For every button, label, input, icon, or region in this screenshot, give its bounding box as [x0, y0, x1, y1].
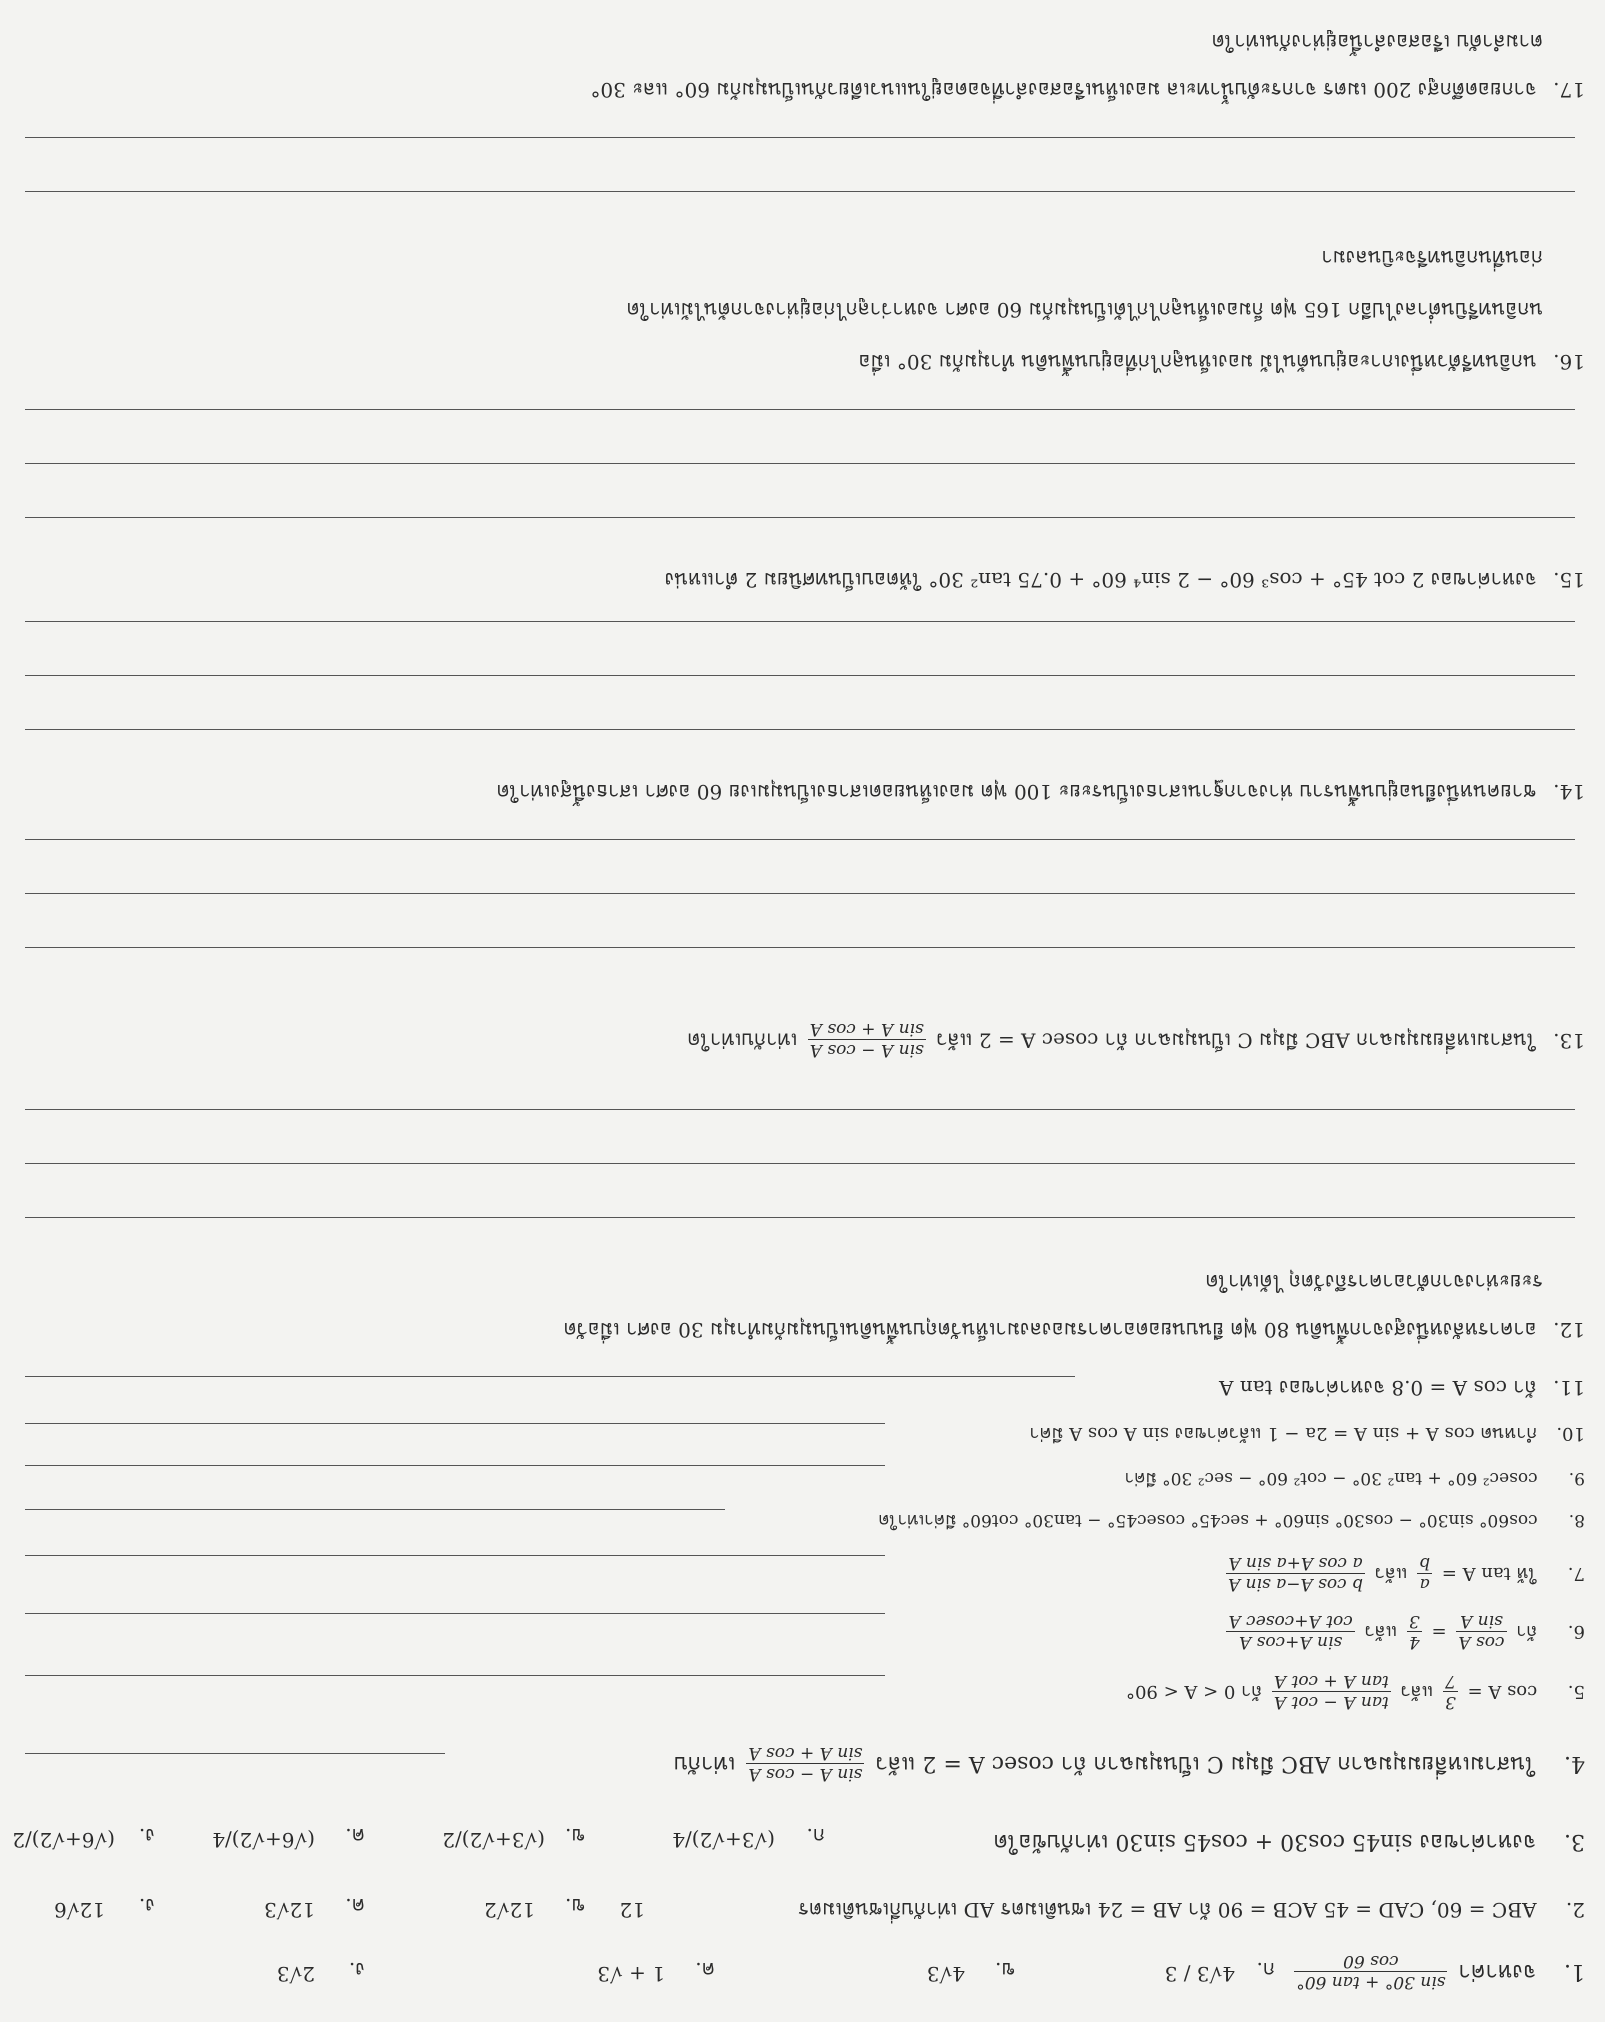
problem-number: 5. — [1567, 1681, 1585, 1703]
choice-label: ข. — [564, 1894, 585, 1918]
fraction: 4 3 — [1408, 1610, 1420, 1652]
problem-text-line1: อาคารหลังหนึ่งสูงจากพื้นดิน 80 ฟุต ยืนบนยอดอาคารมองลงมาเห็นวัตถุบนพื้นดินเป็นมุมก้มทำมุม 30 องศา เมื่อวัด — [563, 1318, 1537, 1342]
problem-17 — [590, 78, 1585, 102]
choice-value: 2√3 — [276, 1962, 315, 1986]
problem-5: 5. cos A = 3 7 แล้ว tan A − cot A tan A + cot A ถ้า 0 < A < 90° — [1126, 1670, 1585, 1712]
problem-text: ABC = 60, CAD = 45 ACB = 90 ถ้า AB = 24 เซนติเมตร AD เท่ากับกี่เซนติเมตร — [798, 1898, 1537, 1922]
answer-line — [25, 463, 1575, 464]
problem-3 — [993, 1828, 1585, 1854]
answer-line — [25, 517, 1575, 518]
answer-line — [25, 1217, 1575, 1218]
choice-label: ง. — [138, 1894, 155, 1918]
fraction: sin A+cos A cot A+cosec A — [1228, 1610, 1353, 1652]
problem-10 — [1029, 1422, 1585, 1444]
problem-text-line1: จากยอดตึกสูง 200 เมตร จากระดับน้ำทะเล มองเห็นเรือสองลำที่จอดอยู่ในแนวเดียวกันเป็นมุมก้ม 60° และ 30° — [590, 78, 1537, 102]
problem-number: 14. — [1553, 780, 1585, 804]
fraction: tan A − cot A tan A + cot A — [1273, 1670, 1389, 1712]
answer-line — [25, 621, 1575, 622]
fraction: b cos A−a sin A a cos A+a sin A — [1227, 1552, 1363, 1594]
problem-text: ถ้า cos A = 0.8 จงหาค่าของ tan A — [1219, 1376, 1537, 1400]
problem-text: จงหาค่าของ 2 cot 45° + cos³ 60° − 2 sin⁴ 60° + 0.75 tan² 30° ให้ตอบเป็นทศนิยม 2 ตำแหน่ง — [664, 568, 1537, 592]
problem-tail: เท่ากับ — [673, 1751, 736, 1777]
choice-value: 12 — [619, 1898, 645, 1922]
problem-number: 6. — [1567, 1621, 1585, 1643]
answer-line — [25, 839, 1575, 840]
problem-text: cos60° sin30° − cos30° sin60° + sec45° cosec45° − tan30° cot60° มีค่าเท่าใด — [878, 1510, 1538, 1530]
answer-line — [25, 675, 1575, 676]
answer-line — [25, 1423, 885, 1424]
fraction: cos A sin A — [1458, 1610, 1505, 1652]
problem-number: 11. — [1553, 1376, 1585, 1400]
choice-label: ง. — [348, 1958, 365, 1982]
problem-number: 13. — [1553, 1028, 1585, 1053]
answer-line — [25, 409, 1575, 410]
problem-text: จงหาค่าของ sin45 cos30 + cos45 sin30 เท่ากับข้อใด — [993, 1829, 1536, 1854]
problem-text: ในสามเหลี่ยมมุมฉาก ABC มีมุม C เป็นมุมฉาก ถ้า cosec A = 2 แล้ว — [875, 1751, 1536, 1777]
problem-text: จงหาค่า — [1458, 1959, 1536, 1985]
answer-line — [25, 1555, 885, 1556]
choice-label: ข. — [994, 1958, 1015, 1982]
problem-number: 10. — [1556, 1423, 1585, 1444]
fraction: sin A − cos A sin A + cos A — [809, 1018, 924, 1060]
problem-number: 16. — [1553, 350, 1585, 374]
fraction: a b — [1419, 1552, 1431, 1594]
choice-value: (√6+√2)/2 — [12, 1828, 115, 1852]
choice-label: ก. — [1256, 1958, 1275, 1982]
problem-15 — [665, 568, 1585, 592]
choice-value: 12√3 — [264, 1898, 315, 1922]
choice-value: (√6+√2)/4 — [212, 1828, 315, 1852]
problem-text-line1: ชายคนหนึ่งยืนอยู่บนพื้นราบ ห่างจากฐานเสาธงเป็นระยะ 100 ฟุต มองเห็นยอดเสาธงเป็นมุมเงย 60 องศา เสาธงนี้สูงเท่าใด — [496, 780, 1537, 804]
answer-line — [25, 1376, 1075, 1377]
answer-line — [25, 947, 1575, 948]
choice-value: 12√2 — [484, 1898, 535, 1922]
problem-11 — [1219, 1376, 1585, 1400]
choice-label: ค. — [345, 1824, 365, 1848]
answer-line — [25, 729, 1575, 730]
answer-line — [25, 1509, 725, 1510]
choice-value: 12√6 — [54, 1898, 105, 1922]
problem-7: 7. ให้ tan A = a b แล้ว b cos A−a sin A a cos A+a sin A — [1227, 1552, 1585, 1594]
fraction: sin 30° + tan 60° cos 60 — [1296, 1950, 1446, 1992]
choice-value: 4√3 — [926, 1962, 965, 1986]
answer-line — [25, 1753, 445, 1754]
problem-17-line2: ตามลำดับ เรือสองลำนี้อยู่ห่างกันเท่าใด — [1211, 30, 1543, 54]
problem-number: 9. — [1568, 1468, 1585, 1488]
problem-text: cosec² 60° + tan² 30° − cot² 60° − sec² 30° มีค่า — [1124, 1468, 1538, 1488]
problem-number: 8. — [1568, 1510, 1585, 1530]
problem-number: 7. — [1567, 1563, 1585, 1585]
answer-line — [25, 137, 1575, 138]
problem-number: 15. — [1553, 568, 1585, 592]
problem-16 — [859, 350, 1585, 374]
answer-line — [25, 1163, 1575, 1164]
answer-line — [25, 1613, 885, 1614]
problem-4 — [674, 1742, 1585, 1784]
problem-6: 6. ถ้า cos A sin A = 4 3 แล้ว sin A+cos A cot A+cosec A — [1228, 1610, 1585, 1652]
problem-16-line3: ก่อนที่นกอินทรีจะบินลงมา — [1321, 246, 1543, 270]
problem-16-line2: นกอินทรีบินต่ำลงไปอีก 165 ฟุต ก็มองเห็นลูกไก่ได้เป็นมุมก้ม 60 องศา จงหาว่าลูกไก่อยู่ห่างจากต้นไม้เท่าใด — [626, 298, 1543, 322]
choice-label: ค. — [695, 1958, 715, 1982]
problem-text-line1: นกอินทรีตัวหนึ่งเกาะอยู่บนต้นไม้ มองเห็นลูกไก่ที่อยู่บนพื้นดิน ทำมุมก้ม 30° เมื่อ — [858, 350, 1537, 374]
problem-13 — [687, 1018, 1585, 1060]
problem-number: 4. — [1564, 1751, 1585, 1777]
problem-12 — [564, 1318, 1585, 1342]
problem-12-line2: ระยะห่างจากตัวอาคารถึงวัตถุ ได้เท่าใด — [1205, 1270, 1543, 1294]
problem-8 — [878, 1510, 1585, 1530]
fraction: sin A − cos A sin A + cos A — [748, 1742, 863, 1784]
problem-number: 3. — [1564, 1829, 1585, 1854]
problem-number: 2. — [1565, 1898, 1585, 1922]
problem-14 — [496, 780, 1585, 804]
answer-line — [25, 1675, 885, 1676]
problem-tail: เท่ากับเท่าใด — [687, 1028, 798, 1053]
problem-1 — [1290, 1950, 1585, 1992]
choice-label: ง. — [138, 1824, 155, 1848]
choice-value: (√3+√2)/2 — [442, 1828, 545, 1852]
choice-label: ก. — [806, 1824, 825, 1848]
answer-line — [25, 191, 1575, 192]
choice-label: ข. — [564, 1824, 585, 1848]
problem-text: กำหนด cos A + sin A = 2a − 1 แล้วค่าของ sin A cos A มีค่า — [1029, 1423, 1538, 1444]
choice-value: 4√3 / 3 — [1164, 1962, 1235, 1986]
fraction: 3 7 — [1445, 1670, 1456, 1712]
problem-9 — [1125, 1468, 1585, 1488]
problem-text: ในสามเหลี่ยมมุมฉาก ABC มีมุม C เป็นมุมฉาก ถ้า cosec A = 2 แล้ว — [936, 1028, 1537, 1053]
problem-2 — [798, 1898, 1585, 1922]
answer-line — [25, 1109, 1575, 1110]
answer-line — [25, 893, 1575, 894]
choice-value: (√3+√2)/4 — [672, 1828, 775, 1852]
problem-number: 12. — [1553, 1318, 1585, 1342]
answer-line — [25, 1465, 885, 1466]
choice-label: ค. — [345, 1894, 365, 1918]
problem-number: 17. — [1553, 78, 1585, 102]
choice-value: 1 + √3 — [597, 1962, 665, 1986]
problem-number: 1. — [1564, 1959, 1585, 1985]
